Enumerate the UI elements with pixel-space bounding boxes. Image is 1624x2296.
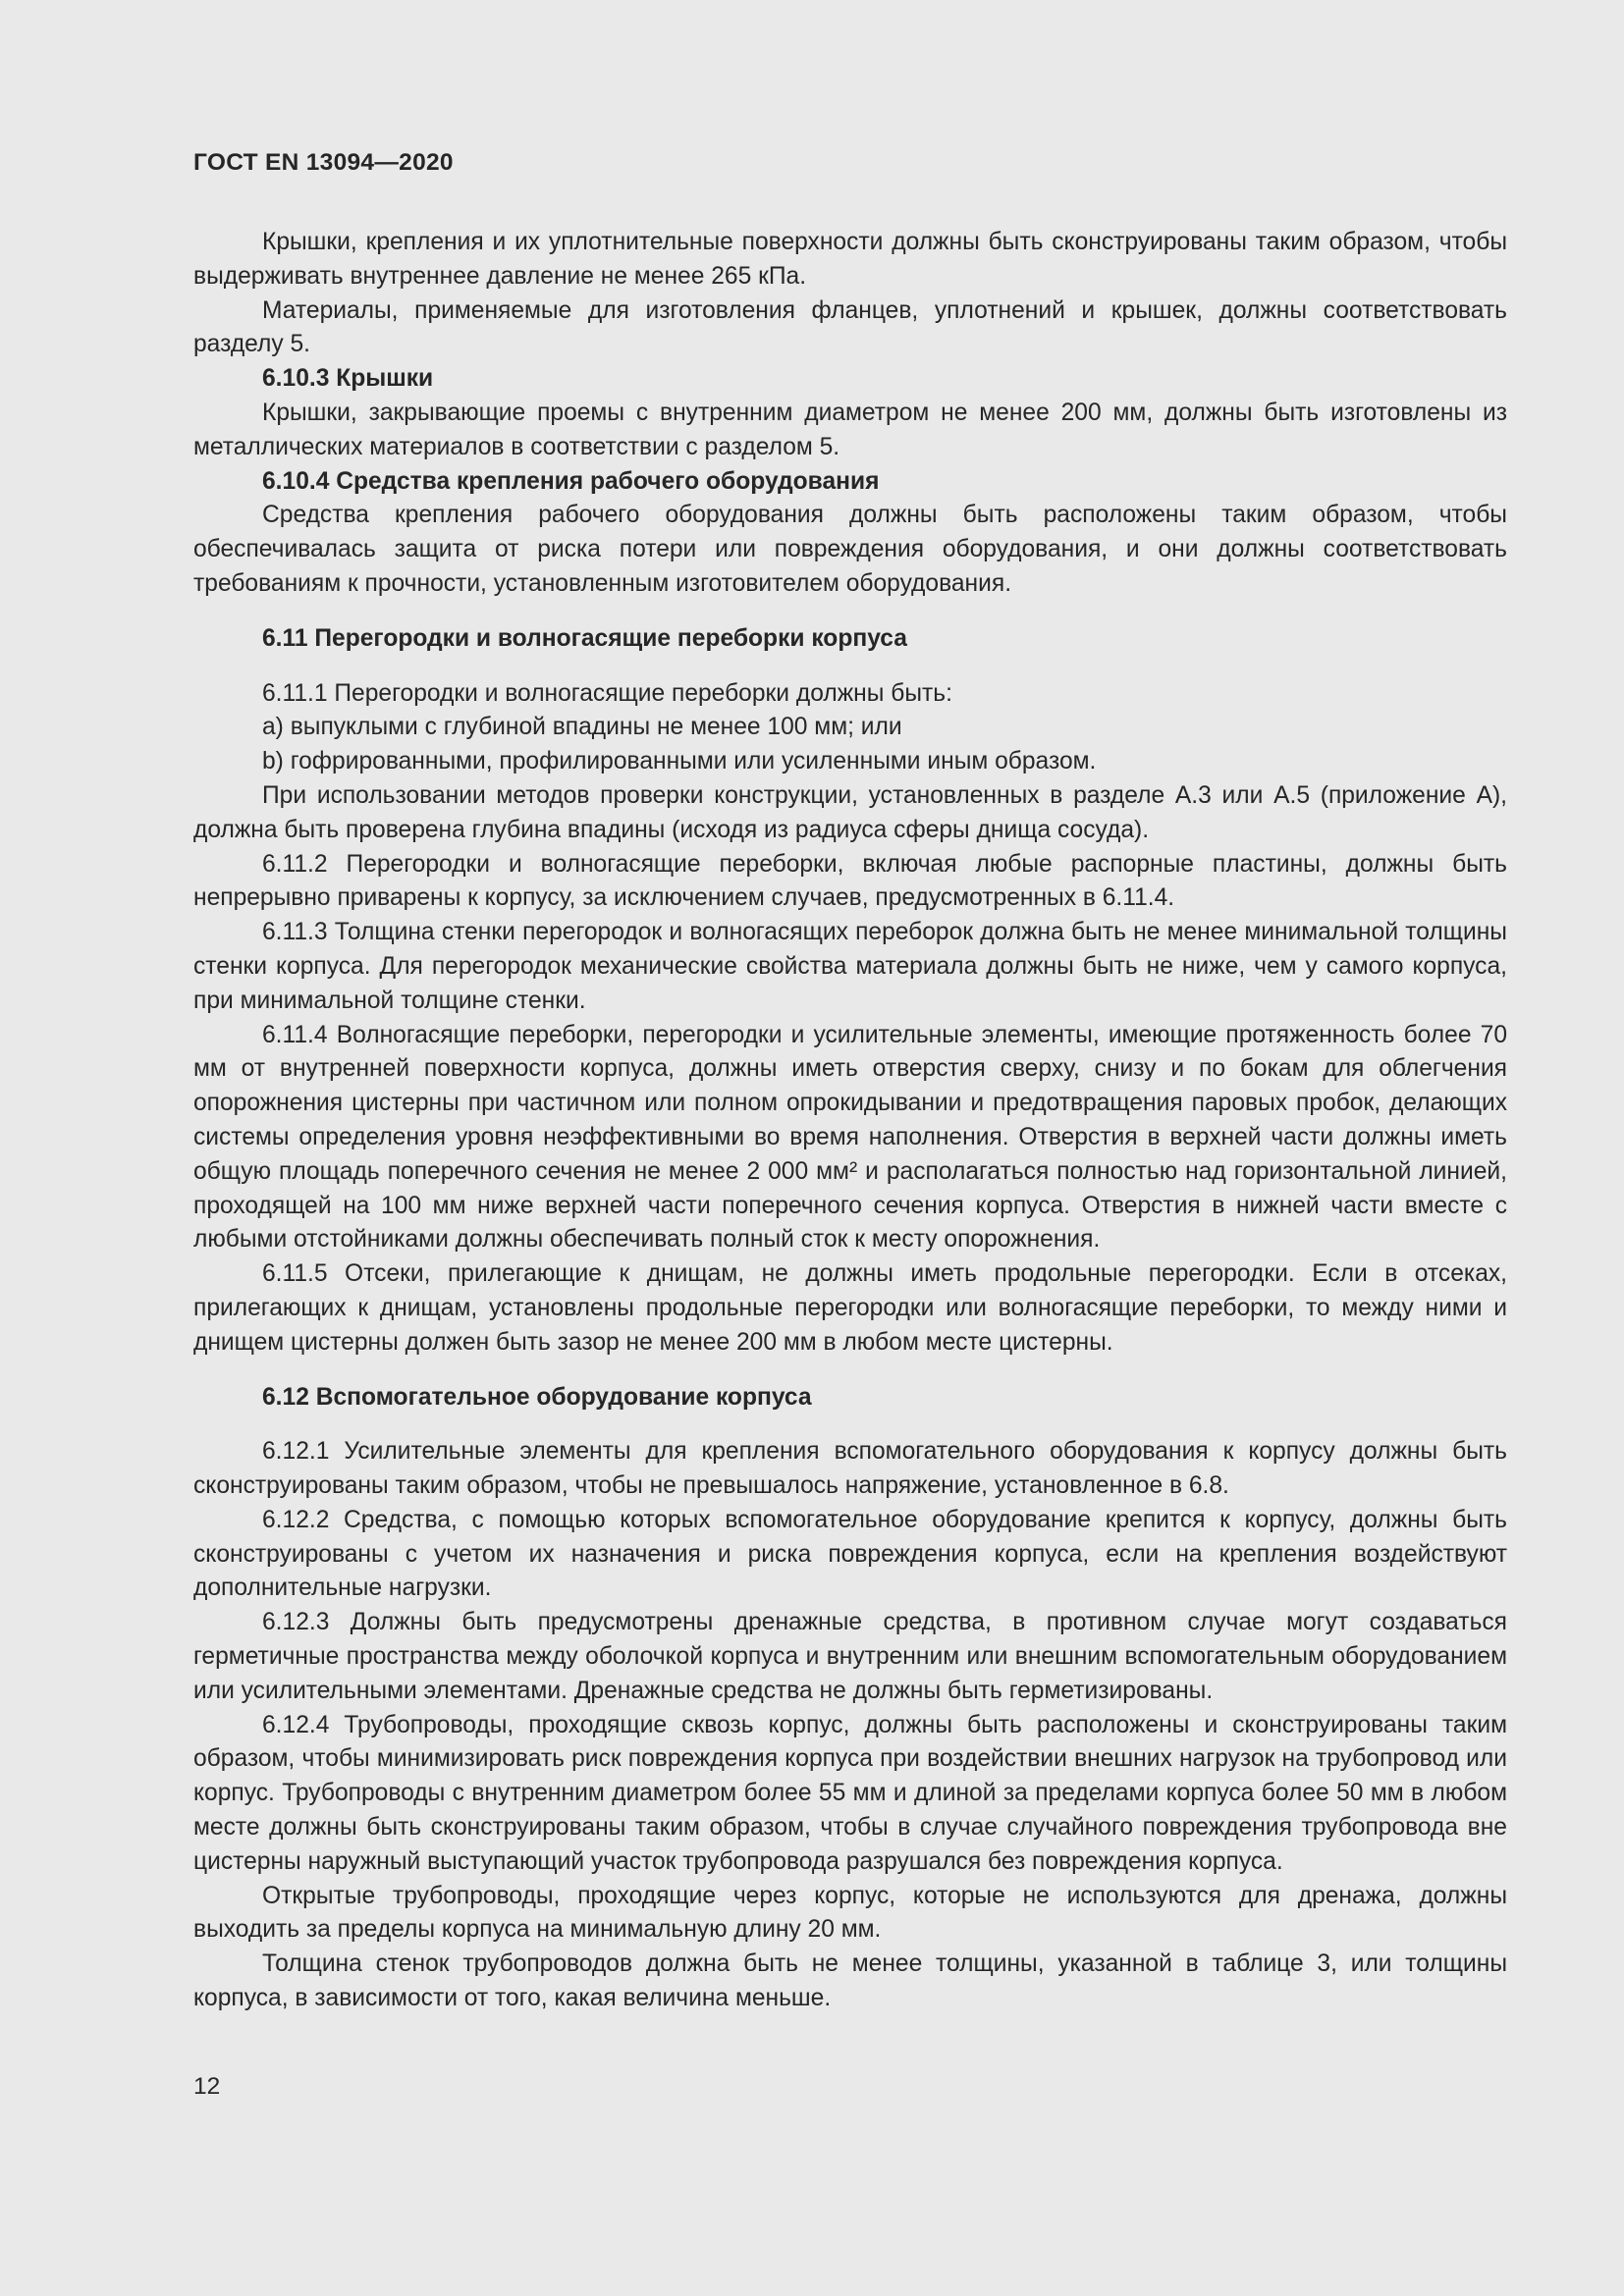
subsection-heading: 6.10.3 Крышки xyxy=(262,365,434,393)
paragraph: Материалы, применяемые для изготовления фланцев, уплотнений и крышек, должны соответствовать разделу 5. xyxy=(193,296,1507,358)
paragraph: 6.12.2 Средства, с помощью которых вспомогательное оборудование крепится к корпусу, должны быть сконструированы с учетом их назначения и риска повреждения корпуса, если на крепления воздействуют дополнительные нагрузки. xyxy=(193,1506,1507,1602)
paragraph: Открытые трубопроводы, проходящие через корпус, которые не используются для дренажа, должны выходить за пределы корпуса на минимальную длину 20 мм. xyxy=(193,1882,1507,1944)
section-heading: 6.12 Вспомогательное оборудование корпуса xyxy=(262,1383,812,1411)
document-header: ГОСТ EN 13094—2020 xyxy=(193,149,454,176)
paragraph: 6.11.5 Отсеки, прилегающие к днищам, не должны иметь продольные перегородки. Если в отсеках, прилегающих к днищам, установлены продольные перегородки или волногасящие переборки, то между ними и днищем цистерны должен быть зазор не менее 200 мм в любом месте цистерны. xyxy=(193,1260,1507,1356)
subsection-heading: 6.10.4 Средства крепления рабочего оборудования xyxy=(262,467,880,495)
paragraph: 6.11.1 Перегородки и волногасящие переборки должны быть: xyxy=(262,679,952,707)
paragraph: При использовании методов проверки конструкции, установленных в разделе А.3 или А.5 (приложение А), должна быть проверена глубина впадины (исходя из радиуса сферы днища сосуда). xyxy=(193,781,1507,843)
list-item: b) гофрированными, профилированными или усиленными иным образом. xyxy=(262,748,1097,775)
section-heading: 6.11 Перегородки и волногасящие переборки корпуса xyxy=(262,624,907,652)
list-item: a) выпуклыми с глубиной впадины не менее 100 мм; или xyxy=(262,714,902,741)
paragraph: Толщина стенок трубопроводов должна быть не менее толщины, указанной в таблице 3, или толщины корпуса, в зависимости от того, какая величина меньше. xyxy=(193,1950,1507,2012)
paragraph: 6.11.4 Волногасящие переборки, перегородки и усилительные элементы, имеющие протяженность более 70 мм от внутренней поверхности корпуса, должны иметь отверстия сверху, снизу и по бокам для облегчения опорожнения цистерны при частичном или полном опрокидывании и предотвращения паровых пробок, делающих системы определения уровня неэффективными во время наполнения. Отверстия в верхней части должны иметь общую площадь поперечного сечения не менее 2 000 мм² и располагаться полностью над горизонтальной линией, проходящей на 100 мм ниже верхней части поперечного сечения корпуса. Отверстия в нижней части вместе с любыми отстойниками должны обеспечивать полный сток к месту опорожнения. xyxy=(193,1021,1507,1254)
page-number: 12 xyxy=(193,2073,221,2100)
paragraph: 6.11.3 Толщина стенки перегородок и волногасящих переборок должна быть не менее минимальной толщины стенки корпуса. Для перегородок механические свойства материала должны быть не ниже, чем у самого корпуса, при минимальной толщине стенки. xyxy=(193,919,1507,1014)
paragraph: 6.12.1 Усилительные элементы для крепления вспомогательного оборудования к корпусу должны быть сконструированы таким образом, чтобы не превышалось напряжение, установленное в 6.8. xyxy=(193,1438,1507,1500)
document-body xyxy=(193,226,1507,2016)
paragraph: 6.12.3 Должны быть предусмотрены дренажные средства, в противном случае могут создаваться герметичные пространства между оболочкой корпуса и внутренним или внешним вспомогательным оборудованием или усилительными элементами. Дренажные средства не должны быть герметизированы. xyxy=(193,1609,1507,1704)
paragraph: Крышки, крепления и их уплотнительные поверхности должны быть сконструированы таким образом, чтобы выдерживать внутреннее давление не менее 265 кПа. xyxy=(193,229,1507,290)
paragraph: 6.11.2 Перегородки и волногасящие переборки, включая любые распорные пластины, должны быть непрерывно приварены к корпусу, за исключением случаев, предусмотренных в 6.11.4. xyxy=(193,850,1507,912)
paragraph: Крышки, закрывающие проемы с внутренним диаметром не менее 200 мм, должны быть изготовлены из металлических материалов в соответствии с разделом 5. xyxy=(193,399,1507,460)
paragraph: 6.12.4 Трубопроводы, проходящие сквозь корпус, должны быть расположены и сконструированы таким образом, чтобы минимизировать риск повреждения корпуса при воздействии внешних нагрузок на трубопровод или корпус. Трубопроводы с внутренним диаметром более 55 мм и длиной за пределами корпуса более 50 мм в любом месте должны быть сконструированы таким образом, чтобы в случае случайного повреждения трубопровода вне цистерны наружный выступающий участок трубопровода разрушался без повреждения корпуса. xyxy=(193,1711,1507,1875)
paragraph: Средства крепления рабочего оборудования должны быть расположены таким образом, чтобы обеспечивалась защита от риска потери или повреждения оборудования, и они должны соответствовать требованиям к прочности, установленным изготовителем оборудования. xyxy=(193,502,1507,597)
